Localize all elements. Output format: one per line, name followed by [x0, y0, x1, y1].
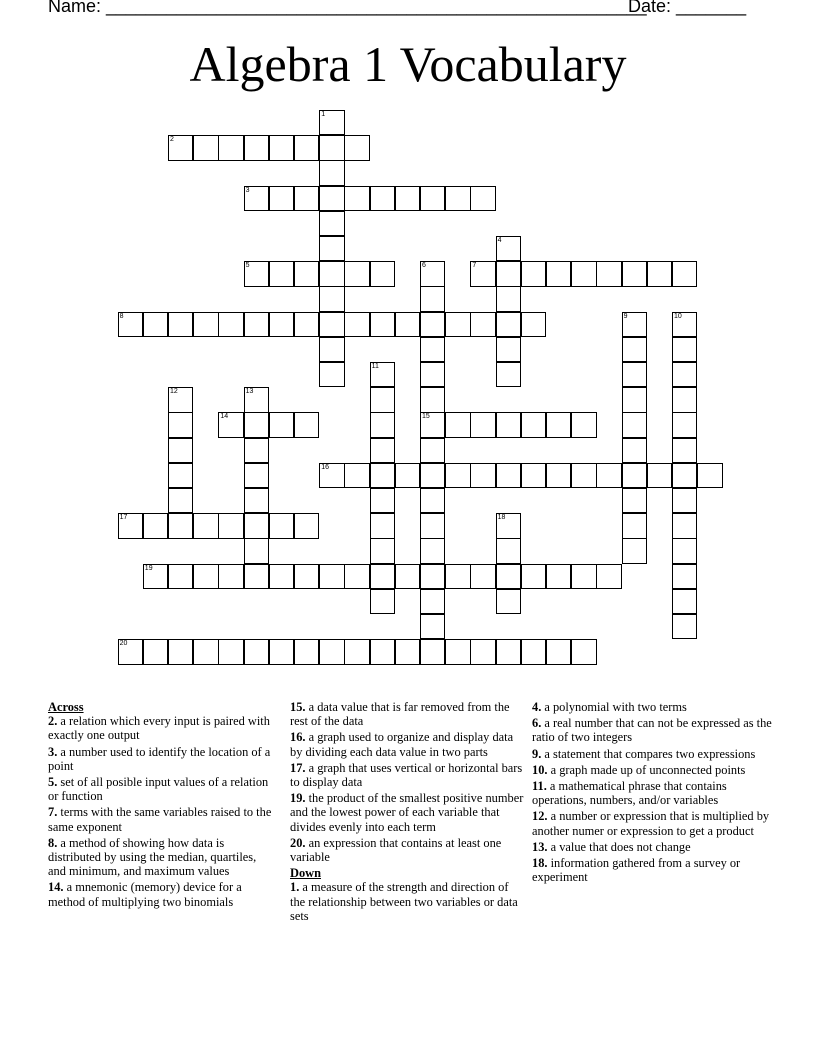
grid-cell[interactable]: [672, 538, 697, 563]
clue-text: a graph that uses vertical or horizontal bars to display data: [290, 760, 523, 790]
grid-cell[interactable]: [622, 337, 647, 362]
grid-cell[interactable]: [218, 639, 243, 664]
grid-cell[interactable]: [143, 564, 168, 589]
grid-cell[interactable]: [470, 564, 495, 589]
clue-down-1: [290, 880, 526, 923]
grid-cell[interactable]: [672, 261, 697, 286]
grid-cell[interactable]: [496, 236, 521, 261]
clue-number: 9.: [532, 746, 542, 761]
clue-text: a graph made up of unconnected points: [547, 762, 746, 777]
grid-cell[interactable]: [420, 362, 445, 387]
grid-cell[interactable]: [269, 564, 294, 589]
grid-cell[interactable]: [118, 639, 143, 664]
grid-cell[interactable]: [193, 564, 218, 589]
grid-cell[interactable]: [344, 639, 369, 664]
clue-down-11: [532, 779, 772, 807]
grid-cell[interactable]: [420, 564, 445, 589]
cell-number: 18: [497, 514, 506, 522]
grid-cell[interactable]: [420, 286, 445, 311]
clue-across-5: [48, 775, 276, 803]
clue-down-12: [532, 809, 772, 837]
grid-cell[interactable]: [496, 261, 521, 286]
clue-number: 4.: [532, 700, 542, 714]
grid-cell[interactable]: [370, 186, 395, 211]
grid-cell[interactable]: [218, 564, 243, 589]
grid-cell[interactable]: [672, 589, 697, 614]
grid-cell[interactable]: [571, 564, 596, 589]
grid-cell[interactable]: [622, 438, 647, 463]
grid-cell[interactable]: [672, 337, 697, 362]
cell-number: 20: [119, 640, 128, 648]
grid-cell[interactable]: [319, 135, 344, 160]
grid-cell[interactable]: [319, 639, 344, 664]
cell-number: 3: [245, 186, 250, 194]
grid-cell[interactable]: [319, 564, 344, 589]
grid-cell[interactable]: [395, 463, 420, 488]
cell-number: 7: [472, 262, 477, 270]
grid-cell[interactable]: [244, 261, 269, 286]
grid-cell[interactable]: [521, 261, 546, 286]
grid-cell[interactable]: [496, 538, 521, 563]
grid-cell[interactable]: [622, 513, 647, 538]
grid-cell[interactable]: [218, 513, 243, 538]
grid-cell[interactable]: [269, 261, 294, 286]
grid-cell[interactable]: [319, 110, 344, 135]
grid-cell[interactable]: [622, 488, 647, 513]
grid-cell[interactable]: [697, 463, 722, 488]
grid-cell[interactable]: [193, 312, 218, 337]
grid-cell[interactable]: [218, 412, 243, 437]
grid-cell[interactable]: [370, 412, 395, 437]
clue-number: 20.: [290, 835, 306, 850]
clue-text: a data value that is far removed from the rest of the data: [290, 700, 510, 729]
cell-number: 17: [119, 514, 128, 522]
grid-cell[interactable]: [344, 463, 369, 488]
clue-across-7: [48, 805, 276, 833]
grid-cell[interactable]: [319, 312, 344, 337]
cell-number: 5: [245, 262, 250, 270]
grid-cell[interactable]: [294, 186, 319, 211]
grid-cell[interactable]: [496, 564, 521, 589]
grid-cell[interactable]: [168, 564, 193, 589]
grid-cell[interactable]: [672, 387, 697, 412]
grid-cell[interactable]: [470, 312, 495, 337]
grid-cell[interactable]: [420, 614, 445, 639]
grid-cell[interactable]: [269, 513, 294, 538]
clue-text: a method of showing how data is distributed by using the median, quartiles, and minimum, and maximum values: [48, 835, 257, 879]
grid-cell[interactable]: [395, 564, 420, 589]
grid-cell[interactable]: [244, 463, 269, 488]
grid-cell[interactable]: [244, 564, 269, 589]
grid-cell[interactable]: [294, 135, 319, 160]
grid-cell[interactable]: [370, 589, 395, 614]
grid-cell[interactable]: [319, 261, 344, 286]
grid-cell[interactable]: [546, 463, 571, 488]
grid-cell[interactable]: [546, 261, 571, 286]
grid-cell[interactable]: [496, 589, 521, 614]
grid-cell[interactable]: [168, 312, 193, 337]
grid-cell[interactable]: [168, 438, 193, 463]
clue-text: terms with the same variables raised to the same exponent: [48, 805, 272, 834]
grid-cell[interactable]: [395, 312, 420, 337]
grid-cell[interactable]: [168, 387, 193, 412]
grid-cell[interactable]: [596, 564, 621, 589]
grid-cell[interactable]: [521, 463, 546, 488]
clue-across-19: [290, 791, 526, 834]
grid-cell[interactable]: [294, 261, 319, 286]
grid-cell[interactable]: [546, 639, 571, 664]
grid-cell[interactable]: [370, 438, 395, 463]
grid-cell[interactable]: [168, 639, 193, 664]
grid-cell[interactable]: [496, 337, 521, 362]
grid-cell[interactable]: [269, 639, 294, 664]
grid-cell[interactable]: [269, 312, 294, 337]
grid-cell[interactable]: [470, 639, 495, 664]
grid-cell[interactable]: [420, 488, 445, 513]
grid-cell[interactable]: [672, 412, 697, 437]
grid-cell[interactable]: [370, 261, 395, 286]
grid-cell[interactable]: [294, 312, 319, 337]
clue-text: a real number that can not be expressed as the ratio of two integers: [532, 716, 772, 745]
cell-number: 14: [220, 413, 229, 421]
clue-text: a mnemonic (memory) device for a method of multiplying two binomials: [48, 880, 242, 909]
grid-cell[interactable]: [370, 463, 395, 488]
cell-number: 6: [422, 262, 426, 270]
clue-text: a statement that compares two expressions: [541, 746, 756, 761]
grid-cell[interactable]: [470, 463, 495, 488]
clue-text: a value that does not change: [547, 839, 691, 854]
grid-cell[interactable]: [672, 614, 697, 639]
grid-cell[interactable]: [244, 538, 269, 563]
grid-cell[interactable]: [294, 564, 319, 589]
grid-cell[interactable]: [244, 639, 269, 664]
grid-cell[interactable]: [370, 538, 395, 563]
grid-cell[interactable]: [672, 564, 697, 589]
clue-across-14: [48, 880, 276, 908]
grid-cell[interactable]: [622, 412, 647, 437]
grid-cell[interactable]: [193, 513, 218, 538]
clue-across-15: [290, 700, 526, 728]
grid-cell[interactable]: [118, 513, 143, 538]
cell-number: 13: [245, 388, 254, 396]
grid-cell[interactable]: [496, 362, 521, 387]
grid-cell[interactable]: [244, 135, 269, 160]
grid-cell[interactable]: [470, 186, 495, 211]
grid-cell[interactable]: [269, 412, 294, 437]
grid-cell[interactable]: [420, 438, 445, 463]
clue-across-8: [48, 836, 276, 879]
grid-cell[interactable]: [143, 639, 168, 664]
clue-number: 19.: [290, 791, 306, 806]
grid-cell[interactable]: [420, 513, 445, 538]
grid-cell[interactable]: [672, 488, 697, 513]
clue-number: 7.: [48, 805, 58, 820]
grid-cell[interactable]: [168, 488, 193, 513]
grid-cell[interactable]: [395, 639, 420, 664]
grid-cell[interactable]: [622, 387, 647, 412]
grid-cell[interactable]: [496, 463, 521, 488]
grid-cell[interactable]: [244, 312, 269, 337]
clue-number: 13.: [532, 839, 548, 854]
grid-cell[interactable]: [571, 639, 596, 664]
grid-cell[interactable]: [344, 261, 369, 286]
grid-cell[interactable]: [319, 337, 344, 362]
clue-column-3: [532, 700, 772, 886]
grid-cell[interactable]: [571, 412, 596, 437]
grid-cell[interactable]: [370, 639, 395, 664]
grid-cell[interactable]: [420, 261, 445, 286]
grid-cell[interactable]: [319, 236, 344, 261]
grid-cell[interactable]: [168, 412, 193, 437]
clue-number: 5.: [48, 775, 58, 790]
grid-cell[interactable]: [370, 362, 395, 387]
grid-cell[interactable]: [344, 135, 369, 160]
clue-text: a measure of the strength and direction of the relationship between two variables or data sets: [290, 880, 518, 923]
clue-text: information gathered from a survey or experiment: [532, 856, 741, 885]
grid-cell[interactable]: [244, 387, 269, 412]
page-title: Algebra 1 Vocabulary: [189, 36, 627, 92]
grid-cell[interactable]: [319, 362, 344, 387]
grid-cell[interactable]: [370, 312, 395, 337]
grid-cell[interactable]: [294, 639, 319, 664]
clue-down-4: [532, 700, 772, 714]
clue-number: 12.: [532, 809, 548, 824]
cell-number: 2: [170, 136, 174, 144]
grid-cell[interactable]: [596, 261, 621, 286]
clue-down-13: [532, 840, 772, 854]
cell-number: 12: [170, 388, 178, 396]
grid-cell[interactable]: [496, 286, 521, 311]
clue-down-18: [532, 856, 772, 884]
grid-cell[interactable]: [445, 186, 470, 211]
grid-cell[interactable]: [168, 463, 193, 488]
grid-cell[interactable]: [521, 412, 546, 437]
cell-number: 4: [497, 237, 502, 244]
clue-across-17: [290, 761, 526, 789]
grid-cell[interactable]: [395, 186, 420, 211]
grid-cell[interactable]: [647, 261, 672, 286]
clue-number: 11.: [532, 779, 547, 794]
clue-across-3: [48, 745, 276, 773]
clue-number: 6.: [532, 716, 542, 731]
grid-cell[interactable]: [344, 312, 369, 337]
grid-cell[interactable]: [647, 463, 672, 488]
grid-cell[interactable]: [218, 312, 243, 337]
grid-cell[interactable]: [420, 337, 445, 362]
cell-number: 10: [674, 312, 682, 320]
grid-cell[interactable]: [622, 362, 647, 387]
clue-number: 18.: [532, 856, 548, 871]
grid-cell[interactable]: [521, 312, 546, 337]
grid-cell[interactable]: [496, 513, 521, 538]
grid-cell[interactable]: [244, 513, 269, 538]
clue-text: a polynomial with two terms: [541, 700, 687, 714]
grid-cell[interactable]: [445, 412, 470, 437]
clue-text: a relation which every input is paired with exactly one output: [48, 714, 270, 743]
grid-cell[interactable]: [319, 160, 344, 185]
grid-cell[interactable]: [596, 463, 621, 488]
grid-cell[interactable]: [168, 513, 193, 538]
clue-number: 3.: [48, 744, 58, 759]
grid-cell[interactable]: [445, 564, 470, 589]
grid-cell[interactable]: [168, 135, 193, 160]
down-heading: Down: [290, 866, 321, 881]
grid-cell[interactable]: [319, 186, 344, 211]
grid-cell[interactable]: [319, 211, 344, 236]
clue-text: set of all posible input values of a relation or function: [48, 775, 269, 804]
grid-cell[interactable]: [420, 312, 445, 337]
grid-cell[interactable]: [546, 564, 571, 589]
grid-cell[interactable]: [344, 564, 369, 589]
grid-cell[interactable]: [546, 412, 571, 437]
grid-cell[interactable]: [672, 438, 697, 463]
clue-number: 15.: [290, 700, 306, 714]
clue-down-9: [532, 747, 772, 761]
grid-cell[interactable]: [445, 312, 470, 337]
grid-cell[interactable]: [244, 412, 269, 437]
grid-cell[interactable]: [622, 463, 647, 488]
grid-cell[interactable]: [420, 186, 445, 211]
clue-number: 8.: [48, 835, 58, 850]
grid-cell[interactable]: [244, 186, 269, 211]
grid-cell[interactable]: [294, 412, 319, 437]
grid-cell[interactable]: [143, 312, 168, 337]
grid-cell[interactable]: [420, 463, 445, 488]
grid-cell[interactable]: [672, 463, 697, 488]
cell-number: 9: [623, 312, 628, 320]
cell-number: 8: [119, 312, 124, 320]
grid-cell[interactable]: [370, 488, 395, 513]
grid-cell[interactable]: [521, 564, 546, 589]
clue-text: a mathematical phrase that contains operations, numbers, and/or variables: [532, 779, 727, 808]
name-field[interactable]: Name: ______________________________________________________: [48, 0, 647, 16]
grid-cell[interactable]: [344, 186, 369, 211]
clue-column-2: [290, 700, 526, 925]
grid-cell[interactable]: [370, 513, 395, 538]
clue-text: the product of the smallest positive number and the lowest power of each variable that divides evenly into each term: [290, 791, 524, 834]
clue-number: 17.: [290, 760, 306, 775]
grid-cell[interactable]: [571, 261, 596, 286]
clue-number: 10.: [532, 762, 548, 777]
grid-cell[interactable]: [521, 639, 546, 664]
grid-cell[interactable]: [571, 463, 596, 488]
grid-cell[interactable]: [244, 438, 269, 463]
grid-cell[interactable]: [622, 261, 647, 286]
grid-cell[interactable]: [370, 387, 395, 412]
across-heading: Across: [48, 700, 84, 714]
grid-cell[interactable]: [496, 312, 521, 337]
grid-cell[interactable]: [420, 589, 445, 614]
clue-number: 16.: [290, 730, 306, 745]
clue-number: 2.: [48, 714, 58, 729]
grid-cell[interactable]: [470, 261, 495, 286]
cell-number: 1: [321, 111, 326, 118]
grid-cell[interactable]: [672, 312, 697, 337]
grid-cell[interactable]: [470, 412, 495, 437]
grid-cell[interactable]: [496, 412, 521, 437]
grid-cell[interactable]: [445, 639, 470, 664]
grid-cell[interactable]: [218, 135, 243, 160]
cell-number: 19: [144, 564, 153, 572]
clue-across-20: [290, 836, 526, 864]
grid-cell[interactable]: [269, 135, 294, 160]
clue-across-2: [48, 714, 276, 742]
grid-cell[interactable]: [294, 513, 319, 538]
cell-number: 15: [422, 413, 430, 421]
clue-down-6: [532, 716, 772, 744]
grid-cell[interactable]: [193, 135, 218, 160]
clue-across-16: [290, 730, 526, 758]
grid-cell[interactable]: [622, 538, 647, 563]
clue-down-10: [532, 763, 772, 777]
grid-cell[interactable]: [672, 362, 697, 387]
cell-number: 16: [321, 463, 329, 471]
clue-text: a graph used to organize and display data by dividing each data value in two parts: [290, 730, 514, 759]
grid-cell[interactable]: [319, 463, 344, 488]
grid-cell[interactable]: [420, 387, 445, 412]
grid-cell[interactable]: [420, 538, 445, 563]
grid-cell[interactable]: [420, 639, 445, 664]
grid-cell[interactable]: [193, 639, 218, 664]
grid-cell[interactable]: [622, 312, 647, 337]
grid-cell[interactable]: [496, 639, 521, 664]
clue-text: a number or expression that is multiplied by another numer or expression to get a product: [532, 809, 770, 838]
grid-cell[interactable]: [244, 488, 269, 513]
grid-cell[interactable]: [269, 186, 294, 211]
clue-number: 1.: [290, 880, 300, 895]
clue-column-1: [48, 700, 276, 911]
grid-cell[interactable]: [420, 412, 445, 437]
grid-cell[interactable]: [370, 564, 395, 589]
grid-cell[interactable]: [445, 463, 470, 488]
clue-number: 14.: [48, 880, 64, 895]
cell-number: 11: [371, 363, 379, 370]
date-field[interactable]: Date: _______: [628, 0, 747, 16]
clue-text: a number used to identify the location of a point: [48, 744, 271, 773]
grid-cell[interactable]: [319, 286, 344, 311]
grid-cell[interactable]: [118, 312, 143, 337]
grid-cell[interactable]: [143, 513, 168, 538]
grid-cell[interactable]: [672, 513, 697, 538]
clue-text: an expression that contains at least one variable: [290, 835, 502, 865]
